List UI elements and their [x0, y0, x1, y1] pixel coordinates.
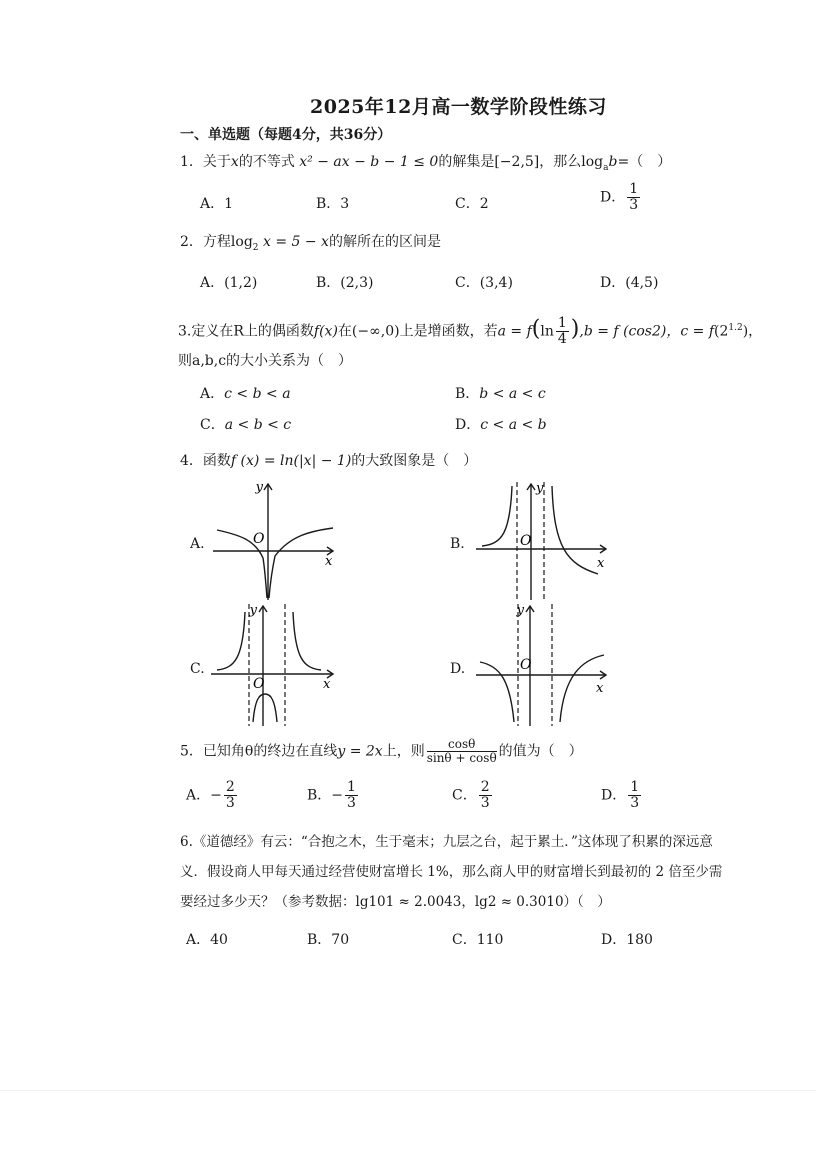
graph-a-origin: O: [253, 531, 265, 547]
q3-fx: f(x): [313, 323, 338, 340]
option-value: c < b < a: [224, 386, 291, 402]
q4-number: 4．: [180, 453, 203, 469]
q5-line: y = 2x: [337, 743, 383, 760]
option-label: B．: [307, 932, 332, 948]
q2-equation: x = 5 − x: [258, 234, 329, 250]
graph-a-x-label: x: [325, 554, 333, 569]
question-6-line-1: 6.《道德经》有云：“合抱之木，生于毫末；九层之台，起于累土．”这体现了积累的深远意: [180, 834, 713, 850]
fraction-denominator: sinθ + cosθ: [426, 751, 497, 765]
q6-option-b[interactable]: [307, 929, 349, 949]
q3-interval: (−∞,0): [351, 323, 400, 340]
q3-a-def: a = f: [497, 323, 532, 340]
option-value: (3,4): [479, 275, 513, 291]
q1-option-b[interactable]: [316, 193, 349, 213]
q3-text1: 定义在R上的偶函数: [191, 323, 314, 340]
fraction-denominator: 3: [347, 795, 356, 811]
question-6-line-2: 义．假设商人甲每天通过经营使财富增长 1%，那么商人甲的财富增长到最初的 2 倍至少需: [180, 864, 723, 880]
q5-option-d[interactable]: [601, 780, 643, 811]
q3-text2: 在: [337, 323, 352, 340]
q3-option-b[interactable]: [455, 383, 546, 403]
graph-c-y-label: y: [249, 603, 257, 618]
graph-b-origin: O: [520, 533, 532, 549]
q5-post: 的值为（ ）: [498, 743, 583, 760]
page-title: 2025年12月高一数学阶段性练习: [310, 96, 607, 118]
graph-b-label[interactable]: B.: [450, 536, 465, 552]
q3-b-def: ,b = f (cos2)，c = f: [579, 323, 715, 340]
option-label: C．: [452, 932, 477, 948]
q2-log: log: [230, 234, 253, 250]
q1-option-d[interactable]: [600, 182, 642, 213]
option-label: D．: [601, 932, 627, 948]
graph-a-label[interactable]: A.: [190, 536, 205, 552]
q1-number: 1．: [180, 154, 203, 170]
fraction-numerator: 1: [347, 779, 356, 795]
option-label: C．: [455, 275, 480, 291]
graph-c-origin: O: [253, 676, 265, 692]
q1-var: x: [230, 154, 239, 170]
q6-option-c[interactable]: [452, 929, 503, 949]
option-label: C．: [452, 787, 477, 804]
q3-c-arg: (2: [714, 323, 729, 340]
option-label: A．: [200, 275, 225, 291]
graph-c-label[interactable]: C.: [190, 661, 205, 677]
q3-number: 3.: [178, 323, 192, 340]
fraction-numerator: 1: [630, 779, 640, 795]
graph-d[interactable]: [472, 600, 617, 730]
q5-option-b[interactable]: [307, 780, 360, 811]
fraction-denominator: 3: [630, 795, 640, 811]
question-2: [180, 232, 441, 258]
fraction-numerator: 2: [225, 779, 235, 795]
option-label: D．: [455, 417, 481, 433]
q1-tail: =（ ）: [617, 154, 672, 170]
option-label: D．: [600, 275, 626, 291]
q3-option-c[interactable]: [200, 414, 291, 434]
q1-mid: 的不等式: [238, 154, 295, 170]
q1-option-c[interactable]: [455, 193, 489, 213]
q6-option-a[interactable]: [186, 929, 228, 949]
option-value: 2: [479, 196, 489, 212]
option-value: 3: [340, 196, 350, 212]
question-6-line-3: 要经过多少天？（参考数据：lg101 ≈ 2.0043，lg2 ≈ 0.3010）（ ）: [180, 894, 611, 910]
q5-number: 5．: [180, 743, 203, 760]
q2-number: 2．: [180, 234, 203, 250]
option-value: 40: [210, 932, 228, 948]
q5-mid: 上，则: [382, 743, 425, 760]
fraction-denominator: 4: [557, 331, 567, 347]
option-sign: −: [331, 787, 344, 804]
graph-d-y-label: y: [516, 603, 524, 618]
fraction-numerator: 2: [480, 779, 490, 795]
option-label: B．: [316, 275, 341, 291]
q2-option-d[interactable]: [600, 272, 658, 292]
q2-option-b[interactable]: [316, 272, 374, 292]
q3-c-exp: 1.2: [728, 322, 743, 333]
option-label: C．: [200, 417, 225, 433]
option-label: A．: [186, 932, 211, 948]
graph-b-x-label: x: [597, 556, 605, 571]
option-value: 110: [476, 932, 504, 948]
page-divider: [0, 1090, 816, 1091]
option-value: a < b < c: [224, 417, 292, 433]
q3-text3: 上是增函数，若: [399, 323, 498, 340]
graph-d-x-label: x: [596, 681, 604, 696]
option-value: c < a < b: [480, 417, 547, 433]
option-value: 180: [626, 932, 653, 948]
fraction-numerator: 1: [557, 315, 567, 331]
option-value: 70: [331, 932, 350, 948]
graph-a-y-label: y: [255, 480, 263, 495]
graph-c[interactable]: [205, 600, 345, 730]
question-1: [180, 152, 671, 178]
fraction-numerator: 1: [629, 181, 639, 197]
graph-d-origin: O: [520, 657, 532, 673]
q1-inequality: x² − ax − b − 1 ≤ 0: [299, 154, 439, 170]
option-label: A．: [200, 386, 225, 402]
graph-b-y-label: y: [536, 481, 544, 496]
q5-option-c[interactable]: [452, 780, 494, 811]
question-5: [180, 738, 583, 765]
q2-option-a[interactable]: [200, 272, 257, 292]
q1-option-a[interactable]: [200, 193, 233, 213]
q6-option-d[interactable]: [601, 929, 653, 949]
q3-ln: ln: [540, 323, 554, 340]
q1-log-arg: b: [608, 154, 618, 170]
q1-pre: 关于: [202, 154, 231, 170]
q1-post: ，那么: [539, 154, 582, 170]
option-sign: −: [210, 787, 222, 804]
question-4: [180, 451, 477, 471]
q2-post: 的解所在的区间是: [328, 234, 441, 250]
q3-line2: 则a,b,c的大小关系为（ ）: [178, 353, 353, 369]
question-3: 3.定义在R上的偶函数f(x)在(−∞,0)上是增函数，若a = f(ln $\frac{1}{4}$ ),b = f (cos2)，$c = f(2^{1.2})$，: [178, 315, 763, 347]
q4-post: 的大致图象是（ ）: [351, 453, 478, 469]
option-label: B．: [307, 787, 332, 804]
section-heading: 一、单选题（每题4分，共36分）: [180, 127, 392, 143]
q2-pre: 方程: [202, 234, 231, 250]
q1-log-base: a: [603, 162, 609, 173]
q5-option-a[interactable]: [186, 780, 239, 811]
option-value: b < a < c: [479, 386, 546, 402]
q5-pre: 已知角θ的终边在直线: [202, 743, 338, 760]
graph-b[interactable]: [472, 478, 617, 603]
graph-a[interactable]: [205, 478, 350, 603]
graph-c-x-label: x: [323, 677, 331, 692]
option-value: (4,5): [625, 275, 659, 291]
q3-option-a[interactable]: [200, 383, 291, 403]
q2-option-c[interactable]: [455, 272, 513, 292]
option-value: (1,2): [224, 275, 258, 291]
q4-pre: 函数: [202, 453, 231, 469]
option-label: D．: [600, 189, 626, 206]
q2-log-base: 2: [252, 242, 259, 253]
option-label: A．: [200, 196, 225, 212]
q1-interval: [−2,5]: [494, 154, 540, 170]
fraction-denominator: 3: [225, 795, 235, 811]
option-label: B．: [455, 386, 480, 402]
fraction-numerator: cosθ: [427, 738, 497, 752]
q1-mid2: 的解集是: [438, 154, 495, 170]
option-value: 1: [224, 196, 234, 212]
option-label: C．: [455, 196, 480, 212]
option-label: D．: [601, 787, 627, 804]
option-label: B．: [316, 196, 341, 212]
q3-option-d[interactable]: [455, 414, 547, 434]
q1-log: log: [581, 154, 604, 170]
fraction-denominator: 3: [480, 795, 490, 811]
option-label: A．: [186, 787, 211, 804]
fraction-denominator: 3: [629, 197, 639, 213]
q3-c-end: )，: [742, 323, 763, 340]
option-value: (2,3): [340, 275, 374, 291]
q4-function: f (x) = ln(|x| − 1): [230, 453, 352, 469]
graph-d-label[interactable]: D.: [450, 661, 466, 677]
